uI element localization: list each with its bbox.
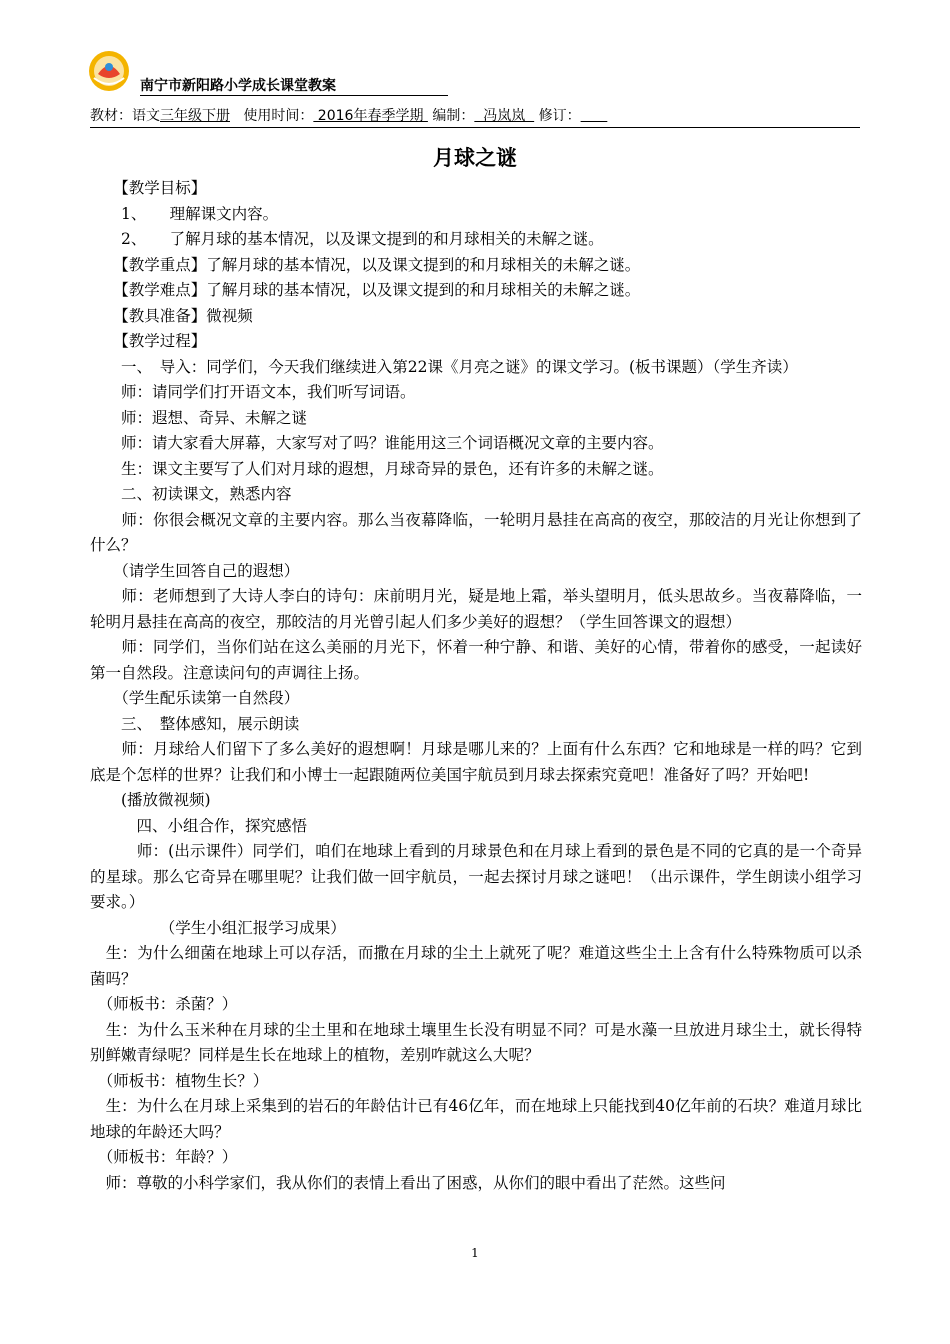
paragraph: 生：课文主要写了人们对月球的遐想，月球奇异的景色，还有许多的未解之谜。 <box>90 459 664 478</box>
textbook-label: 教材： <box>90 108 132 124</box>
paragraph: 四、小组合作，探究感悟 <box>90 816 308 835</box>
paragraph: 师：(出示课件）同学们，咱们在地球上看到的月球景色和在月球上看到的景色是不同的它真的是一个奇异的星球。那么它奇异在哪里呢？让我们做一回宇航员，一起去探讨月球之谜吧！（出示课件，学生朗读小组学习要求。） <box>90 842 862 911</box>
revise-label: 修订： <box>538 108 581 124</box>
paragraph: 2、 了解月球的基本情况，以及课文提到的和月球相关的未解之谜。 <box>90 230 604 248</box>
paragraph: （学生配乐读第一自然段） <box>90 689 300 707</box>
paragraph: (播放微视频) <box>90 791 211 809</box>
paragraph: 【教具准备】微视频 <box>90 306 253 325</box>
paragraph: 师：请大家看大屏幕，大家写对了吗？谁能用这三个词语概况文章的主要内容。 <box>90 434 664 452</box>
paragraph: （学生小组汇报学习成果） <box>90 918 346 937</box>
school-name: 南宁市新阳路小学成长课堂教案 <box>140 77 448 96</box>
header-rule <box>90 127 860 128</box>
paragraph: 师：你很会概况文章的主要内容。那么当夜幕降临，一轮明月悬挂在高高的夜空，那皎洁的月光让你想到了什么？ <box>90 510 862 554</box>
paragraph: 【教学目标】 <box>90 179 207 197</box>
paragraph: 一、 导入：同学们，今天我们继续进入第22课《月亮之谜》的课文学习。(板书课题）（学生齐读） <box>90 357 798 376</box>
paragraph: 师：月球给人们留下了多么美好的遐想啊！月球是哪儿来的？上面有什么东西？它和地球是一样的吗？它到底是个怎样的世界？让我们和小博士一起跟随两位美国宇航员到月球去探索究竟吧！准备好了吗？开始吧! <box>90 740 862 784</box>
paragraph: 生：为什么玉米种在月球的尘土里和在地球土壤里生长没有明显不同？可是水藻一旦放进月球尘土，就长得特别鲜嫩青绿呢？同样是生长在地球上的植物，差别咋就这么大呢？ <box>90 1020 862 1064</box>
paragraph: 生：为什么在月球上采集到的岩石的年龄估计已有46亿年，而在地球上只能找到40亿年前的石块？难道月球比地球的年龄还大吗？ <box>90 1097 862 1141</box>
page-number: 1 <box>471 1246 479 1260</box>
time-value: 2016年春季学期 <box>313 108 428 124</box>
meta-line <box>90 107 607 125</box>
paragraph: （请学生回答自己的遐想） <box>90 561 300 580</box>
paragraph: 三、 整体感知，展示朗读 <box>90 714 300 733</box>
editor-label: 编制： <box>432 108 475 124</box>
paragraph: 【教学过程】 <box>90 332 207 350</box>
paragraph: 【教学重点】了解月球的基本情况，以及课文提到的和月球相关的未解之谜。 <box>90 255 641 274</box>
paragraph: 【教学难点】了解月球的基本情况，以及课文提到的和月球相关的未解之谜。 <box>90 281 641 299</box>
paragraph: 师：请同学们打开语文本，我们听写词语。 <box>90 383 416 401</box>
paragraph: 生：为什么细菌在地球上可以存活，而撒在月球的尘土上就死了呢？难道这些尘土上含有什么特殊物质可以杀菌吗？ <box>90 944 862 988</box>
document-title: 月球之谜 <box>433 146 517 170</box>
paragraph: 师：尊敬的小科学家们，我从你们的表情上看出了困惑，从你们的眼中看出了茫然。这些问 <box>90 1173 726 1192</box>
editor-value: 冯岚岚 <box>474 108 535 124</box>
textbook-prefix: 语文 <box>132 108 160 124</box>
paragraph: 师：遐想、奇异、未解之谜 <box>90 408 308 427</box>
document-body <box>90 176 862 1196</box>
paragraph: （师板书：植物生长？） <box>90 1071 269 1090</box>
paragraph: （师板书：年龄？） <box>90 1148 238 1166</box>
paragraph: 师：老师想到了大诗人李白的诗句：床前明月光，疑是地上霜，举头望明月，低头思故乡。当夜幕降临，一轮明月悬挂在高高的夜空，那皎洁的月光曾引起人们多少美好的遐想？（学生回答课文的遐想） <box>90 587 862 631</box>
paragraph: 1、 理解课文内容。 <box>90 204 279 223</box>
paragraph: 二、初读课文，熟悉内容 <box>90 485 292 503</box>
textbook-value: 三年级下册 <box>160 108 230 124</box>
paragraph: 师：同学们，当你们站在这么美丽的月光下，怀着一种宁静、和谐、美好的心情，带着你的感受，一起读好第一自然段。注意读问句的声调往上扬。 <box>90 638 862 682</box>
paragraph: （师板书：杀菌？） <box>90 995 238 1013</box>
time-label: 使用时间： <box>243 108 314 124</box>
revise-value <box>581 108 608 124</box>
school-logo <box>88 50 130 92</box>
